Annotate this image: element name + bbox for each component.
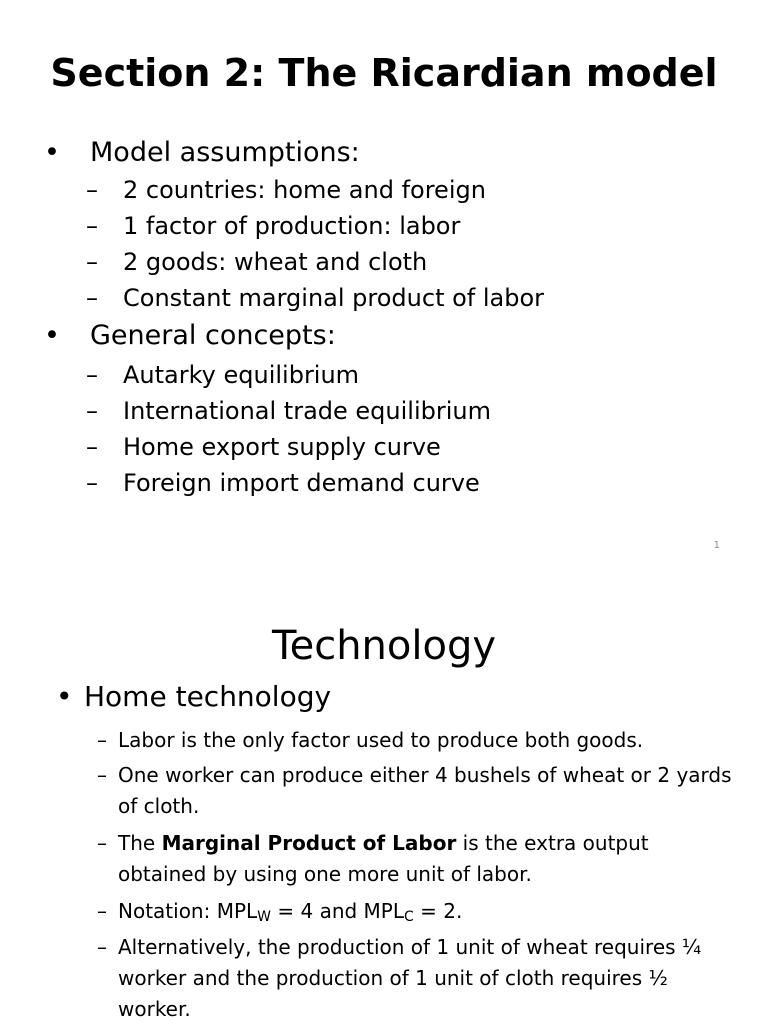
sub-item-mpl-definition: – The Marginal Product of Labor is the extra output obtained by using one more unit of labor. [97, 831, 649, 886]
sub-item-labor-only: – Labor is the only factor used to produce both goods. [97, 728, 644, 752]
slide-1-title: Section 2: The Ricardian model [50, 51, 718, 95]
bullet-label: Model assumptions: [90, 137, 360, 168]
sub-item: – 2 goods: wheat and cloth [86, 248, 428, 276]
sub-item: – 2 countries: home and foreign [86, 176, 486, 204]
bullet-home-technology [56, 680, 331, 714]
sub-item: – Foreign import demand curve [86, 469, 480, 497]
sub-item: – Constant marginal product of labor [86, 284, 545, 312]
mpl-term: Marginal Product of Labor [161, 831, 457, 855]
sub-item-alternatively: – Alternatively, the production of 1 unit of wheat requires ¼ worker and the production of 1 unit of cloth requires ½ worker. [97, 935, 702, 1021]
sub-item: – Home export supply curve [86, 433, 441, 461]
bullet-model-assumptions [44, 136, 360, 170]
slide-2-title: Technology [271, 623, 497, 669]
slide-2 [0, 572, 768, 1024]
sub-item-notation: – Notation: $MPL_W = 4$ and $MPL_C = 2$. [97, 899, 463, 925]
page-number: 1 [713, 540, 720, 551]
sub-item: – International trade equilibrium [86, 397, 491, 425]
bullet-general-concepts [44, 319, 336, 353]
sub-item-one-worker: – One worker can produce either 4 bushels of wheat or 2 yards of cloth. [97, 763, 732, 818]
bullet-glyph: • [44, 137, 60, 168]
bullet-glyph: • [44, 320, 60, 351]
bullet-glyph: • [56, 680, 73, 713]
sub-item: – Autarky equilibrium [86, 361, 360, 389]
bullet-label: Home technology [84, 680, 332, 713]
sub-item: – 1 factor of production: labor [86, 212, 461, 240]
bullet-label: General concepts: [90, 320, 336, 351]
